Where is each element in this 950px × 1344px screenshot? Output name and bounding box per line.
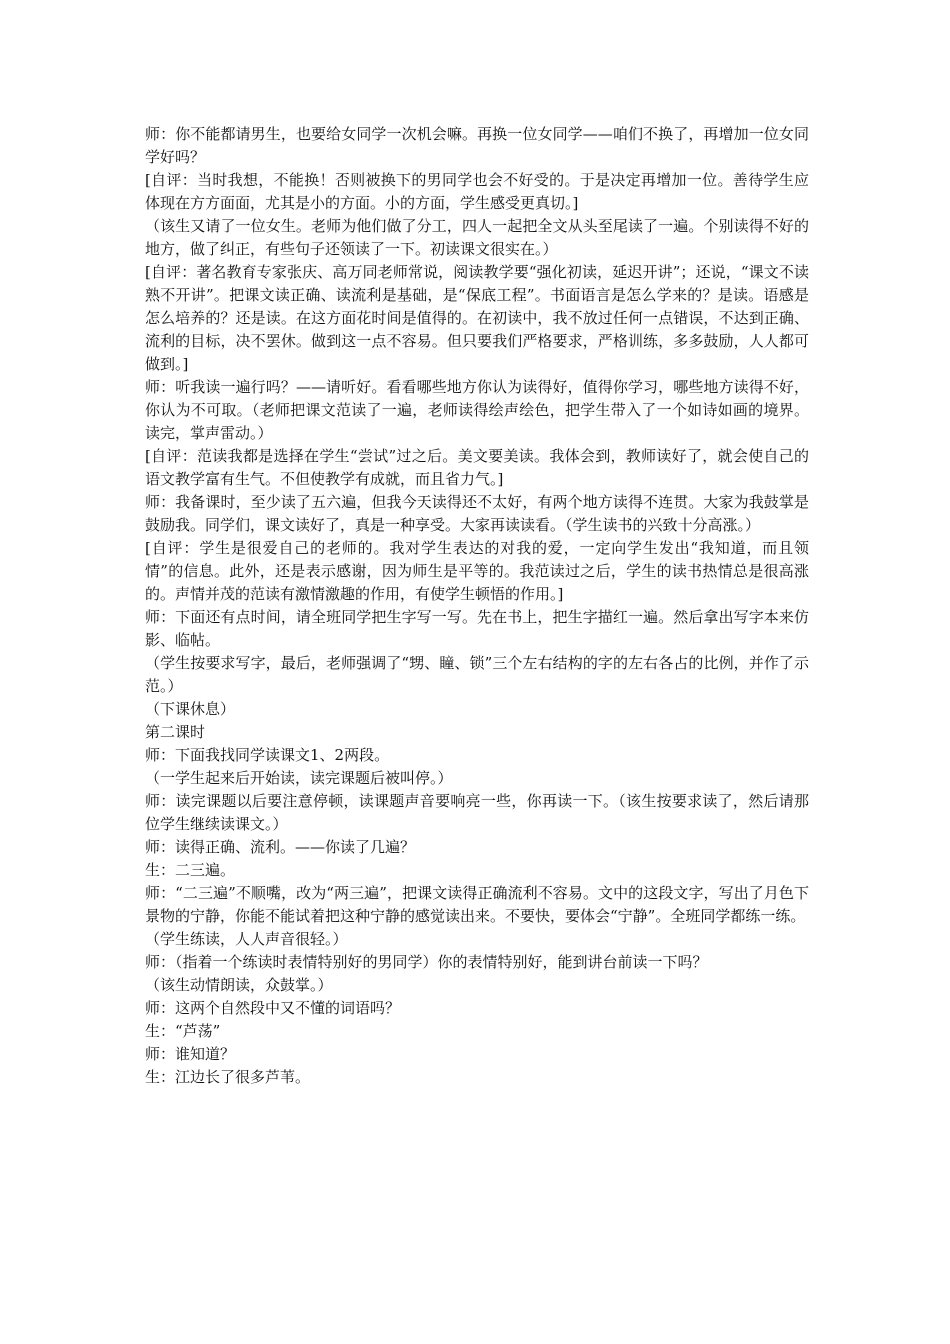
paragraph-10: （学生按要求写字，最后，老师强调了“甥、瞳、锁”三个左右结构的字的左右各占的比例，并作了示范。） bbox=[145, 654, 809, 695]
paragraph-9: 师：下面还有点时间，请全班同学把生字写一写。先在书上，把生字描红一遍。然后拿出写字本来仿影、临帖。 bbox=[145, 608, 809, 649]
section-heading: 第二课时 bbox=[145, 723, 206, 741]
paragraph-16: 师：读得正确、流利。——你读了几遍？ bbox=[145, 838, 416, 856]
paragraph-21: （该生动情朗读，众鼓掌。） bbox=[145, 976, 333, 994]
paragraph-18: 师：“二三遍”不顺嘴，改为“两三遍”，把课文读得正确流利不容易。文中的这段文字，写出了月色下景物的宁静，你能不能试着把这种宁静的感觉读出来。不要快，要体会“宁静”。全班同学都练一练。 bbox=[145, 884, 809, 925]
paragraph-6: [自评：范读我都是选择在学生“尝试”过之后。美文要美读。我体会到，教师读好了，就会使自己的语文教学富有生气。不但使教学有成就，而且省力气。] bbox=[145, 447, 809, 488]
paragraph-19: （学生练读，人人声音很轻。） bbox=[145, 930, 348, 948]
paragraph-20: 师：（指着一个练读时表情特别好的男同学）你的表情特别好，能到讲台前读一下吗？ bbox=[145, 953, 708, 971]
paragraph-11: （下课休息） bbox=[145, 700, 236, 718]
paragraph-23: 生：“芦荡” bbox=[145, 1022, 221, 1040]
paragraph-15: 师：读完课题以后要注意停顿，读课题声音要响亮一些，你再读一下。（该生按要求读了，然后请那位学生继续读课文。） bbox=[145, 792, 809, 833]
paragraph-5: 师：听我读一遍行吗？——请听好。看看哪些地方你认为读得好，值得你学习，哪些地方读得不好，你认为不可取。（老师把课文范读了一遍，老师读得绘声绘色，把学生带入了一个如诗如画的境界。读完，掌声雷动。） bbox=[145, 378, 809, 442]
paragraph-22: 师：这两个自然段中又不懂的词语吗？ bbox=[145, 999, 401, 1017]
paragraph-7: 师：我备课时，至少读了五六遍，但我今天读得还不太好，有两个地方读得不连贯。大家为我鼓掌是鼓励我。同学们，课文读好了，真是一种享受。大家再读读看。（学生读书的兴致十分高涨。） bbox=[145, 493, 809, 534]
paragraph-13: 师：下面我找同学读课文1、2两段。 bbox=[145, 746, 390, 764]
paragraph-3: （该生又请了一位女生。老师为他们做了分工，四人一起把全文从头至尾读了一遍。个别读得不好的地方，做了纠正，有些句子还领读了一下。初读课文很实在。） bbox=[145, 217, 809, 258]
paragraph-24: 师：谁知道？ bbox=[145, 1045, 236, 1063]
paragraph-17: 生：二三遍。 bbox=[145, 861, 236, 879]
paragraph-4: [自评：著名教育专家张庆、高万同老师常说，阅读教学要“强化初读，延迟开讲”；还说，“课文不读熟不开讲”。把课文读正确、读流利是基础，是“保底工程”。书面语言是怎么学来的？是读。语感是怎么培养的？还是读。在这方面花时间是值得的。在初读中，我不放过任何一点错误，不达到正确、流利的目标，决不罢休。做到这一点不容易。但只要我们严格要求，严格训练，多多鼓励，人人都可做到。] bbox=[145, 263, 809, 373]
paragraph-1: 师：你不能都请男生，也要给女同学一次机会嘛。再换一位女同学——咱们不换了，再增加一位女同学好吗？ bbox=[145, 125, 809, 166]
paragraph-8: [自评：学生是很爱自己的老师的。我对学生表达的对我的爱，一定向学生发出“我知道，而且领情”的信息。此外，还是表示感谢，因为师生是平等的。我范读过之后，学生的读书热情总是很高涨的。声情并茂的范读有激情激趣的作用，有使学生顿悟的作用。] bbox=[145, 539, 809, 603]
paragraph-14: （一学生起来后开始读，读完课题后被叫停。） bbox=[145, 769, 453, 787]
paragraph-2: [自评：当时我想，不能换！否则被换下的男同学也会不好受的。于是决定再增加一位。善待学生应体现在方方面面，尤其是小的方面。小的方面，学生感受更真切。] bbox=[145, 171, 809, 212]
document-page bbox=[145, 123, 809, 1089]
paragraph-25: 生：江边长了很多芦苇。 bbox=[145, 1068, 311, 1086]
